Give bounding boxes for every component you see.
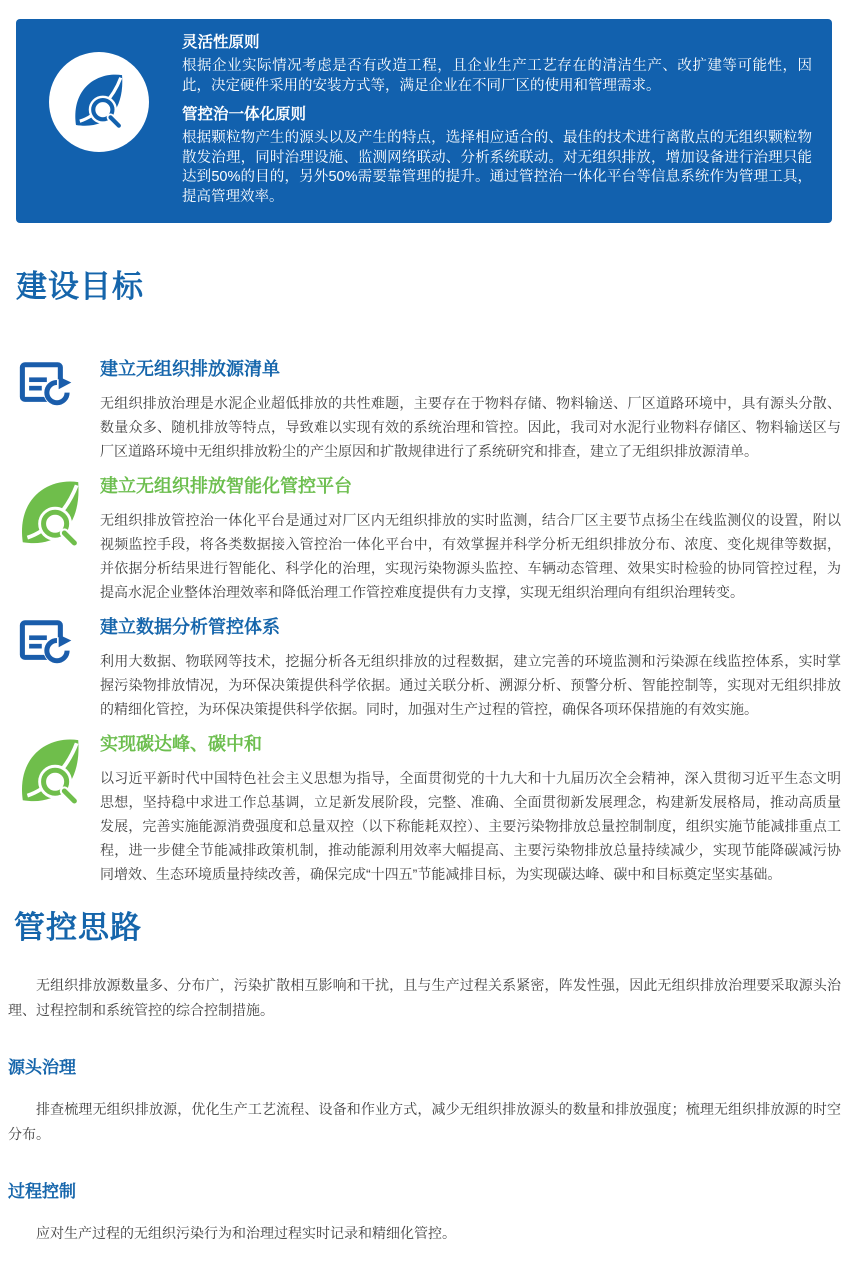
goal-body: 无组织排放管控治一体化平台是通过对厂区内无组织排放的实时监测，结合厂区主要节点扬尘在线监测仪的设置，附以视频监控手段，将各类数据接入管控治一体化平台中，有效掌握并科学分析无组织排放分布、浓度、变化规律等数据，并依据分析结果进行智能化、科学化的治理，实现污染物源头监控、车辆动态管理、效果实时检验的协同管控过程，为提高水泥企业整体治理效率和降低治理工作管控难度提供有力支撑，实现无组织治理向有组织治理转变。 bbox=[100, 512, 841, 600]
principle-body: 根据企业实际情况考虑是否有改造工程，且企业生产工艺存在的清洁生产、改扩建等可能性，因此，决定硬件采用的安装方式等，满足企业在不同厂区的使用和管理需求。 bbox=[182, 58, 812, 94]
goal-item bbox=[12, 733, 841, 886]
goal-icon-column bbox=[12, 475, 100, 604]
page bbox=[0, 19, 850, 1270]
sub-heading-process-control: 过程控制 bbox=[8, 1182, 76, 1201]
goals-heading: 建设目标 bbox=[16, 269, 144, 304]
leaf-magnifier-icon bbox=[67, 70, 131, 134]
goal-title: 实现碳达峰、碳中和 bbox=[100, 734, 262, 754]
goal-item bbox=[12, 616, 841, 721]
goal-item bbox=[12, 475, 841, 604]
goal-title: 建立数据分析管控体系 bbox=[100, 617, 280, 637]
sub-body: 排查梳理无组织排放源，优化生产工艺流程、设备和作业方式，减少无组织排放源头的数量和排放强度；梳理无组织排放源的时空分布。 bbox=[8, 1101, 841, 1142]
banner-text bbox=[182, 33, 812, 207]
goal-content bbox=[100, 733, 841, 886]
principles-banner bbox=[16, 19, 832, 223]
principle-title: 灵活性原则 bbox=[182, 34, 260, 51]
goal-icon-column bbox=[12, 616, 100, 721]
banner-logo-column bbox=[16, 33, 182, 207]
approach-heading: 管控思路 bbox=[14, 910, 142, 945]
goal-icon-column bbox=[12, 733, 100, 886]
goal-content bbox=[100, 616, 841, 721]
goal-title: 建立无组织排放源清单 bbox=[100, 359, 280, 379]
company-logo bbox=[49, 52, 149, 152]
leaf-magnifier-icon bbox=[12, 476, 89, 553]
principle-item bbox=[182, 33, 812, 96]
goal-item bbox=[12, 358, 841, 463]
goal-body: 无组织排放治理是水泥企业超低排放的共性难题，主要存在于物料存储、物料输送、厂区道路环境中，具有源头分散、数量众多、随机排放等特点，导致难以实现有效的系统治理和管控。因此，我司对水泥行业物料存储区、物料输送区与厂区道路环境中无组织排放粉尘的产尘原因和扩散规律进行了系统研究和排查，建立了无组织排放源清单。 bbox=[100, 395, 841, 459]
goal-body: 以习近平新时代中国特色社会主义思想为指导，全面贯彻党的十九大和十九届历次全会精神，深入贯彻习近平生态文明思想，坚持稳中求进工作总基调，立足新发展阶段，完整、准确、全面贯彻新发展理念，构建新发展格局，推动高质量发展，完善实施能源消费强度和总量双控（以下称能耗双控）、主要污染物排放总量控制制度，组织实施节能减排重点工程，进一步健全节能减排政策机制，推动能源利用效率大幅提高、主要污染物排放总量持续减少，实现节能降碳减污协同增效、生态环境质量持续改善，确保完成“十四五”节能减排目标，为实现碳达峰、碳中和目标奠定坚实基础。 bbox=[100, 770, 841, 882]
principle-item bbox=[182, 105, 812, 207]
goal-body: 利用大数据、物联网等技术，挖掘分析各无组织排放的过程数据，建立完善的环境监测和污染源在线监控体系，实时掌握污染物排放情况，为环保决策提供科学依据。通过关联分析、溯源分析、预警分析、智能控制等，实现对无组织排放的精细化管控，为环保决策提供科学依据。同时，加强对生产过程的管控，确保各项环保措施的有效实施。 bbox=[100, 653, 841, 717]
goal-content bbox=[100, 358, 841, 463]
leaf-magnifier-icon bbox=[12, 734, 89, 811]
document-sync-icon bbox=[19, 619, 73, 667]
goal-title: 建立无组织排放智能化管控平台 bbox=[100, 476, 352, 496]
goals-list bbox=[0, 358, 850, 886]
sub-heading-source-control: 源头治理 bbox=[8, 1058, 76, 1077]
sub-body: 应对生产过程的无组织污染行为和治理过程实时记录和精细化管控。 bbox=[36, 1225, 456, 1241]
goal-icon-column bbox=[12, 358, 100, 463]
document-sync-icon bbox=[19, 361, 73, 409]
principle-body: 根据颗粒物产生的源头以及产生的特点，选择相应适合的、最佳的技术进行离散点的无组织颗粒物散发治理，同时治理设施、监测网络联动、分析系统联动。对无组织排放，增加设备进行治理只能达到50%的目的，另外50%需要靠管理的提升。通过管控治一体化平台等信息系统作为管理工具，提高管理效率。 bbox=[182, 130, 812, 205]
goal-content bbox=[100, 475, 841, 604]
principle-title: 管控治一体化原则 bbox=[182, 106, 307, 123]
approach-intro: 无组织排放源数量多、分布广，污染扩散相互影响和干扰，且与生产过程关系紧密，阵发性强，因此无组织排放治理要采取源头治理、过程控制和系统管控的综合控制措施。 bbox=[8, 977, 841, 1018]
